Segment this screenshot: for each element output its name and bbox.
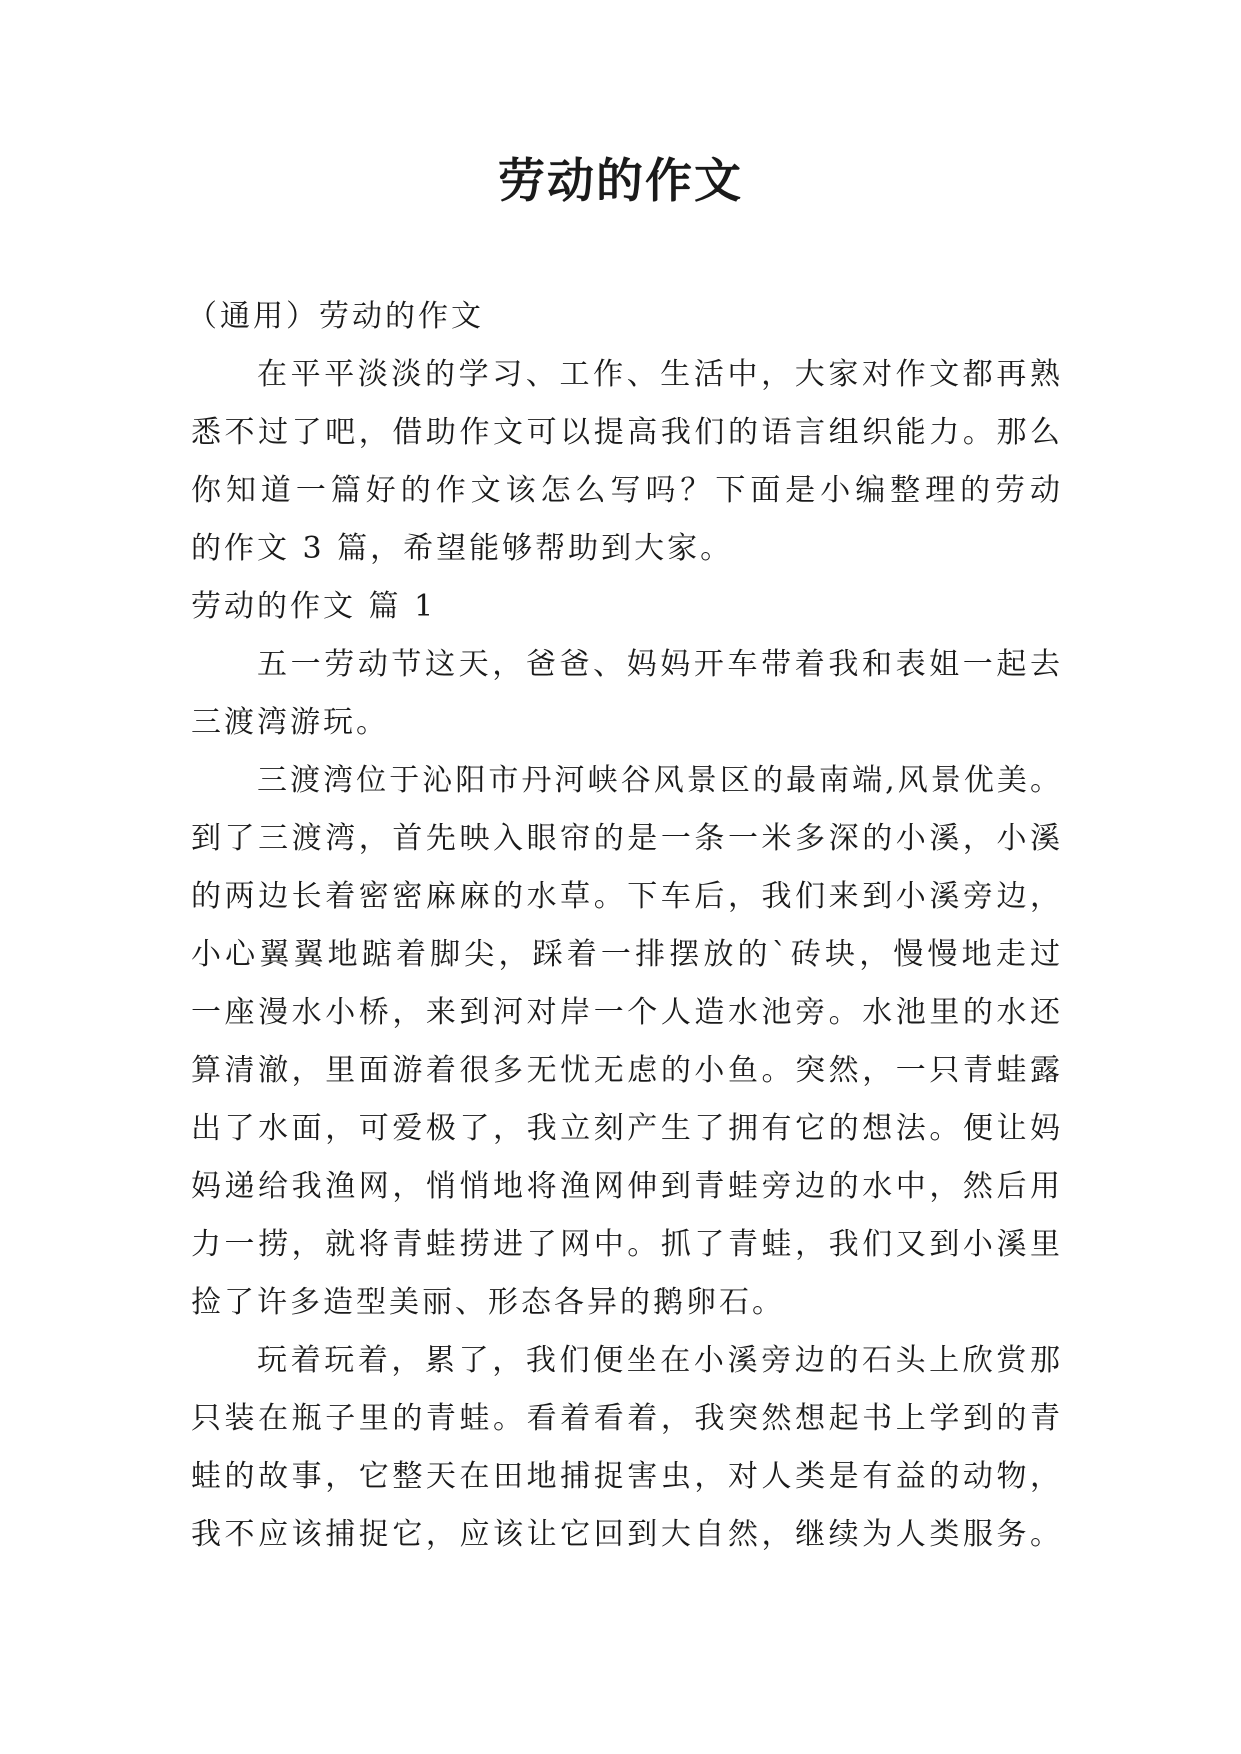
paragraph-line: 妈递给我渔网，悄悄地将渔网伸到青蛙旁边的水中，然后用 [191,1169,1063,1204]
paragraph-line: 出了水面，可爱极了，我立刻产生了拥有它的想法。便让妈 [191,1111,1063,1146]
paragraph-line: 玩着玩着，累了，我们便坐在小溪旁边的石头上欣赏那 [257,1343,1063,1378]
paragraph-line: 捡了许多造型美丽、形态各异的鹅卵石。 [191,1285,785,1320]
paragraph-line: 到了三渡湾，首先映入眼帘的是一条一米多深的小溪，小溪 [191,821,1063,856]
document-title: 劳动的作文 [498,154,743,209]
paragraph-line: 算清澈，里面游着很多无忧无虑的小鱼。突然，一只青蛙露 [191,1053,1063,1088]
paragraph-line: 在平平淡淡的学习、工作、生活中，大家对作文都再熟 [257,357,1063,392]
paragraph-line: 三渡湾位于沁阳市丹河峡谷风景区的最南端,风景优美。 [257,763,1063,798]
paragraph-line: 的两边长着密密麻麻的水草。下车后，我们来到小溪旁边， [191,879,1063,914]
paragraph-line: 五一劳动节这天，爸爸、妈妈开车带着我和表姐一起去 [257,647,1063,682]
paragraph-line: 三渡湾游玩。 [191,705,389,740]
document-body [187,288,1063,1564]
paragraph-line: 蛙的故事，它整天在田地捕捉害虫，对人类是有益的动物， [191,1459,1063,1494]
paragraph-line: 一座漫水小桥，来到河对岸一个人造水池旁。水池里的水还 [191,995,1063,1030]
paragraph-line: 你知道一篇好的作文该怎么写吗？下面是小编整理的劳动 [191,473,1063,508]
paragraph-line: 我不应该捕捉它，应该让它回到大自然，继续为人类服务。 [191,1517,1063,1552]
paragraph-line: 力一捞，就将青蛙捞进了网中。抓了青蛙，我们又到小溪里 [191,1227,1063,1262]
paragraph-line: 只装在瓶子里的青蛙。看着看着，我突然想起书上学到的青 [191,1401,1063,1436]
paragraph-line: 的作文 3 篇，希望能够帮助到大家。 [191,531,734,566]
section-heading: 劳动的作文 篇 1 [191,589,437,624]
subtitle-line: （通用）劳动的作文 [187,299,484,334]
paragraph-line: 悉不过了吧，借助作文可以提高我们的语言组织能力。那么 [191,415,1063,450]
paragraph-line: 小心翼翼地踮着脚尖，踩着一排摆放的`砖块，慢慢地走过 [191,937,1063,972]
